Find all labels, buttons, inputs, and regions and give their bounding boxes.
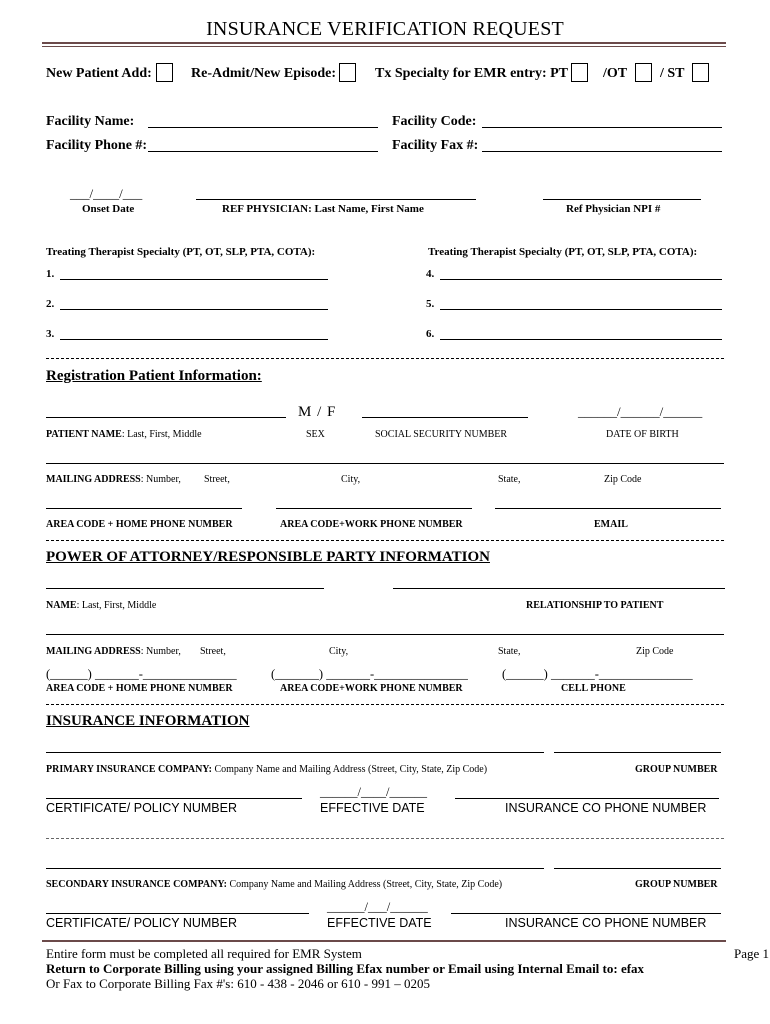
divider [46,540,724,541]
mailing-label-text: MAILING ADDRESS [46,474,141,485]
facility-phone-field[interactable] [148,151,378,152]
poa-name-label [46,600,156,611]
footer-rule [42,940,726,942]
poa-state-label: State, [498,646,521,657]
primary-ins-phone-label: INSURANCE CO PHONE NUMBER [505,801,707,815]
cell-phone-label: CELL PHONE [561,683,626,694]
therapist-heading-right: Treating Therapist Specialty (PT, OT, SLP, PTA, COTA): [428,246,698,258]
therapist-number-3: 3. [46,328,55,340]
state-label: State, [498,474,521,485]
sex-options[interactable]: M / F [298,404,337,420]
ssn-label: SOCIAL SECURITY NUMBER [375,429,508,440]
home-phone-label: AREA CODE + HOME PHONE NUMBER [46,519,233,530]
secondary-company-field[interactable] [46,868,544,869]
tx-specialty-label: Tx Specialty for EMR entry: PT [375,66,568,81]
poa-name-label-text: NAME [46,600,77,611]
poa-mailing-label-text: MAILING ADDRESS [46,646,141,657]
primary-ins-phone-field[interactable] [455,798,719,799]
email-label: EMAIL [594,519,628,530]
facility-fax-label: Facility Fax #: [392,138,479,153]
poa-home-phone-field[interactable]: (______) _______-_______________ [46,667,237,681]
home-phone-field[interactable] [46,508,242,509]
therapist-number-4: 4. [426,268,435,280]
patient-name-field[interactable] [46,417,286,418]
primary-company-field[interactable] [46,752,544,753]
poa-street-label: Street, [200,646,226,657]
ssn-field[interactable] [362,417,528,418]
primary-group-field[interactable] [554,752,721,753]
registration-heading: Registration Patient Information: [46,368,262,384]
patient-name-label [46,429,202,440]
therapist-number-5: 5. [426,298,435,310]
poa-mailing-field[interactable] [46,634,724,635]
therapist-field-4[interactable] [440,279,722,280]
dob-label: DATE OF BIRTH [606,429,679,440]
work-phone-label: AREA CODE+WORK PHONE NUMBER [280,519,463,530]
divider [46,838,724,839]
primary-certificate-field[interactable] [46,798,302,799]
secondary-certificate-label: CERTIFICATE/ POLICY NUMBER [46,916,238,930]
mailing-number-hint: : Number, [140,474,181,485]
patient-name-hint: : Last, First, Middle [121,429,202,440]
ref-physician-field[interactable] [196,199,476,200]
sex-label: SEX [306,429,325,440]
relationship-field[interactable] [393,588,725,589]
therapist-number-6: 6. [426,328,435,340]
readmit-checkbox[interactable] [339,63,356,82]
dob-field[interactable]: ______/______/______ [578,404,703,419]
secondary-label-text: SECONDARY INSURANCE COMPANY: [46,879,227,890]
poa-mailing-number-hint: : Number, [140,646,181,657]
ref-physician-label: REF PHYSICIAN: Last Name, First Name [222,203,424,215]
divider [46,358,724,359]
therapist-heading-left: Treating Therapist Specialty (PT, OT, SLP, PTA, COTA): [46,246,316,258]
new-patient-label: New Patient Add: [46,66,152,81]
poa-home-phone-label: AREA CODE + HOME PHONE NUMBER [46,683,233,694]
therapist-field-2[interactable] [60,309,328,310]
therapist-field-6[interactable] [440,339,722,340]
poa-zip-label: Zip Code [636,646,674,657]
secondary-effective-label: EFFECTIVE DATE [327,916,432,930]
primary-group-label: GROUP NUMBER [635,764,718,775]
secondary-certificate-field[interactable] [46,913,309,914]
secondary-ins-phone-label: INSURANCE CO PHONE NUMBER [505,916,707,930]
facility-code-label: Facility Code: [392,114,477,129]
primary-company-label [46,764,487,775]
secondary-group-field[interactable] [554,868,721,869]
npi-field[interactable] [543,199,701,200]
primary-certificate-label: CERTIFICATE/ POLICY NUMBER [46,801,238,815]
patient-name-label-text: PATIENT NAME [46,429,122,440]
facility-code-field[interactable] [482,127,722,128]
primary-effective-label: EFFECTIVE DATE [320,801,425,815]
street-label: Street, [204,474,230,485]
secondary-company-label [46,879,502,890]
title-rule [42,42,726,44]
page-title: INSURANCE VERIFICATION REQUEST [206,18,564,40]
pt-checkbox[interactable] [571,63,588,82]
poa-city-label: City, [329,646,349,657]
relationship-label: RELATIONSHIP TO PATIENT [526,600,664,611]
primary-effective-date-field[interactable]: ______/____/______ [320,785,427,799]
ot-checkbox[interactable] [635,63,652,82]
therapist-field-5[interactable] [440,309,722,310]
poa-work-phone-field[interactable]: (_______) _______-_______________ [271,667,468,681]
email-field[interactable] [495,508,721,509]
onset-date-label: Onset Date [82,203,135,215]
new-patient-checkbox[interactable] [156,63,173,82]
secondary-hint: Company Name and Mailing Address (Street, City, State, Zip Code) [229,879,503,890]
therapist-field-1[interactable] [60,279,328,280]
therapist-number-2: 2. [46,298,55,310]
title-rule-thin [42,46,726,47]
city-label: City, [341,474,361,485]
work-phone-field[interactable] [276,508,472,509]
therapist-number-1: 1. [46,268,55,280]
poa-cell-phone-field[interactable]: (______) _______-_______________ [502,667,693,681]
secondary-effective-date-field[interactable]: ______/___/______ [327,900,428,914]
secondary-ins-phone-field[interactable] [451,913,721,914]
footer-line-3: Or Fax to Corporate Billing Fax #'s: 610 - 438 - 2046 or 610 - 991 – 0205 [46,976,431,991]
facility-fax-field[interactable] [482,151,722,152]
st-checkbox[interactable] [692,63,709,82]
footer-line-1: Entire form must be completed all required for EMR System [46,946,362,961]
primary-label-text: PRIMARY INSURANCE COMPANY: [46,764,212,775]
insurance-heading: INSURANCE INFORMATION [46,713,250,729]
onset-date-field[interactable]: ___/____/___ [70,186,143,201]
mailing-address-label [46,474,181,485]
poa-name-hint: : Last, First, Middle [76,600,157,611]
zip-label: Zip Code [604,474,642,485]
page-number: Page 1 [734,946,770,961]
footer-line-2: Return to Corporate Billing using your assigned Billing Efax number or Email using Internal Email to: efax [46,961,645,976]
poa-work-phone-label: AREA CODE+WORK PHONE NUMBER [280,683,463,694]
poa-heading: POWER OF ATTORNEY/RESPONSIBLE PARTY INFORMATION [46,549,490,565]
poa-name-field[interactable] [46,588,324,589]
facility-name-label: Facility Name: [46,114,135,129]
poa-mailing-label [46,646,181,657]
primary-hint: Company Name and Mailing Address (Street, City, State, Zip Code) [214,764,488,775]
facility-name-field[interactable] [148,127,378,128]
secondary-group-label: GROUP NUMBER [635,879,718,890]
therapist-field-3[interactable] [60,339,328,340]
ot-label: /OT [603,66,628,81]
divider [46,704,724,705]
st-label: / ST [660,66,685,81]
npi-label: Ref Physician NPI # [566,203,661,215]
mailing-address-field[interactable] [46,463,724,464]
facility-phone-label: Facility Phone #: [46,138,148,153]
readmit-label: Re-Admit/New Episode: [191,66,337,81]
